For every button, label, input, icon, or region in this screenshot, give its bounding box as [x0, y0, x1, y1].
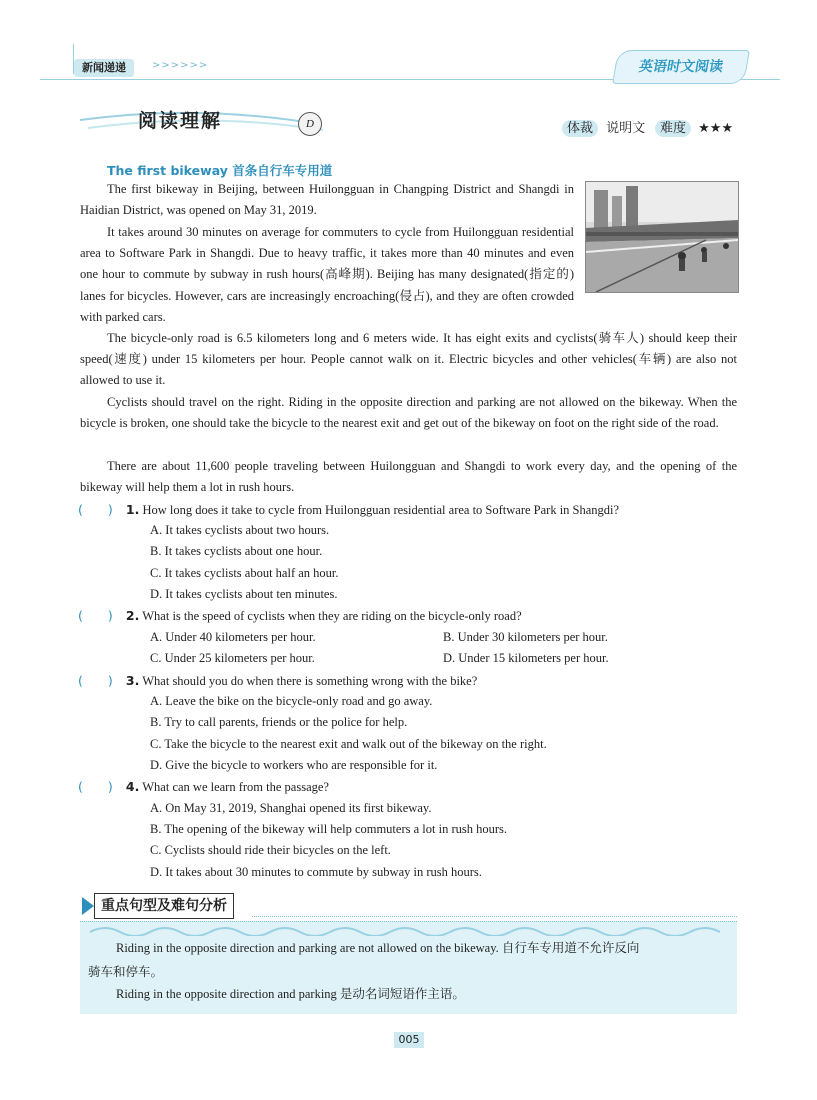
option: C. Cyclists should ride their bicycles on the left. [150, 843, 391, 857]
question-text: What should you do when there is something wrong with the bike? [142, 674, 478, 688]
header-arrows: >>>>>> [152, 60, 209, 71]
analysis-line-1: Riding in the opposite direction and parking are not allowed on the bikeway. 自行车专用道不允许反向 [116, 941, 640, 955]
option: A. Leave the bike on the bicycle-only road and go away. [150, 694, 433, 708]
answer-blank[interactable]: ( ) [78, 502, 113, 517]
answer-blank[interactable]: ( ) [78, 608, 113, 623]
question-number: 1. [125, 502, 140, 517]
option: B. The opening of the bikeway will help commuters a lot in rush hours. [150, 822, 508, 836]
option: D. It takes cyclists about ten minutes. [150, 587, 338, 601]
answer-blank[interactable]: ( ) [78, 779, 113, 794]
option: A. Under 40 kilometers per hour. [150, 630, 316, 644]
article-title: The first bikeway 首条自行车专用道 [107, 163, 333, 178]
question-text: What can we learn from the passage? [142, 780, 329, 794]
bikeway-photo [585, 181, 739, 293]
question-number: 2. [125, 608, 140, 623]
option: D. Under 15 kilometers per hour. [443, 651, 609, 665]
option: A. On May 31, 2019, Shanghai opened its first bikeway. [150, 801, 432, 815]
option: C. It takes cyclists about half an hour. [150, 566, 339, 580]
difficulty-meta [655, 117, 733, 136]
question-3 [78, 670, 738, 692]
question-number: 4. [125, 779, 140, 794]
genre-value: 说明文 [606, 121, 646, 136]
analysis-line-2: 骑车和停车。 [88, 965, 164, 979]
article-paragraph-1: The first bikeway in Beijing, between Huilongguan in Changping District and Shangdi in Haidian District, was opened on May 31, 2019. [80, 182, 574, 218]
option: C. Take the bicycle to the nearest exit and walk out of the bikeway on the right. [150, 737, 547, 751]
article-paragraph-4: Cyclists should travel on the right. Riding in the opposite direction and parking are not allowed on the bikeway. When the bicycle is broken, one should take the bicycle to the nearest exit and get out of the bikeway on foot on the right side of the road. [80, 395, 737, 431]
genre-label: 体裁 [562, 120, 598, 137]
article-paragraph-3: The bicycle-only road is 6.5 kilometers long and 6 meters wide. It has eight exits and cyclists(骑车人) should keep their speed(速度) under 15 kilometers per hour. People cannot walk on it. Electric bicycles and other vehicles(车辆) are also not allowed to use it. [80, 331, 737, 388]
option: A. It takes cyclists about two hours. [150, 523, 330, 537]
question-2 [78, 605, 738, 627]
option: D. Give the bicycle to workers who are responsible for it. [150, 758, 438, 772]
question-text: How long does it take to cycle from Huilongguan residential area to Software Park in Shangdi? [142, 503, 620, 517]
option: B. Under 30 kilometers per hour. [443, 630, 608, 644]
section-title: 阅读理解 [138, 110, 223, 132]
question-4 [78, 776, 738, 798]
question-number: 3. [125, 673, 140, 688]
section-letter-badge: D [298, 112, 322, 136]
answer-blank[interactable]: ( ) [78, 673, 113, 688]
brand-logo: 英语时文阅读 [612, 50, 750, 84]
article-paragraph-2: It takes around 30 minutes on average for commuters to cycle from Huilongguan residential area to Software Park in Shangdi. Due to heavy traffic, it takes more than 40 minutes and even one hour to commute by subway in rush hours(高峰期). Beijing has many designated(指定的) lanes for bicycles. However, cars are increasingly encroaching(侵占), and they are often crowded with parked cars. [80, 225, 574, 324]
difficulty-label: 难度 [655, 120, 691, 137]
analysis-wave-decoration [80, 924, 737, 936]
difficulty-stars: ★★★ [698, 121, 734, 136]
question-1 [78, 499, 738, 521]
option: D. It takes about 30 minutes to commute by subway in rush hours. [150, 865, 482, 879]
option: C. Under 25 kilometers per hour. [150, 651, 315, 665]
article-paragraph-5: There are about 11,600 people traveling between Huilongguan and Shangdi to work every day, and the opening of the bikeway will help them a lot in rush hours. [80, 459, 737, 495]
analysis-heading: 重点句型及难句分析 [94, 893, 234, 919]
analysis-line-3: Riding in the opposite direction and parking 是动名词短语作主语。 [116, 987, 465, 1001]
analysis-box [80, 921, 737, 1014]
option: B. It takes cyclists about one hour. [150, 544, 323, 558]
analysis-dotted-rule [252, 916, 737, 917]
page-number: 005 [394, 1032, 424, 1048]
column-tab: 新闻递递 [74, 59, 134, 77]
question-text: What is the speed of cyclists when they are riding on the bicycle-only road? [142, 609, 522, 623]
option: B. Try to call parents, friends or the police for help. [150, 715, 408, 729]
genre-meta [562, 117, 645, 136]
